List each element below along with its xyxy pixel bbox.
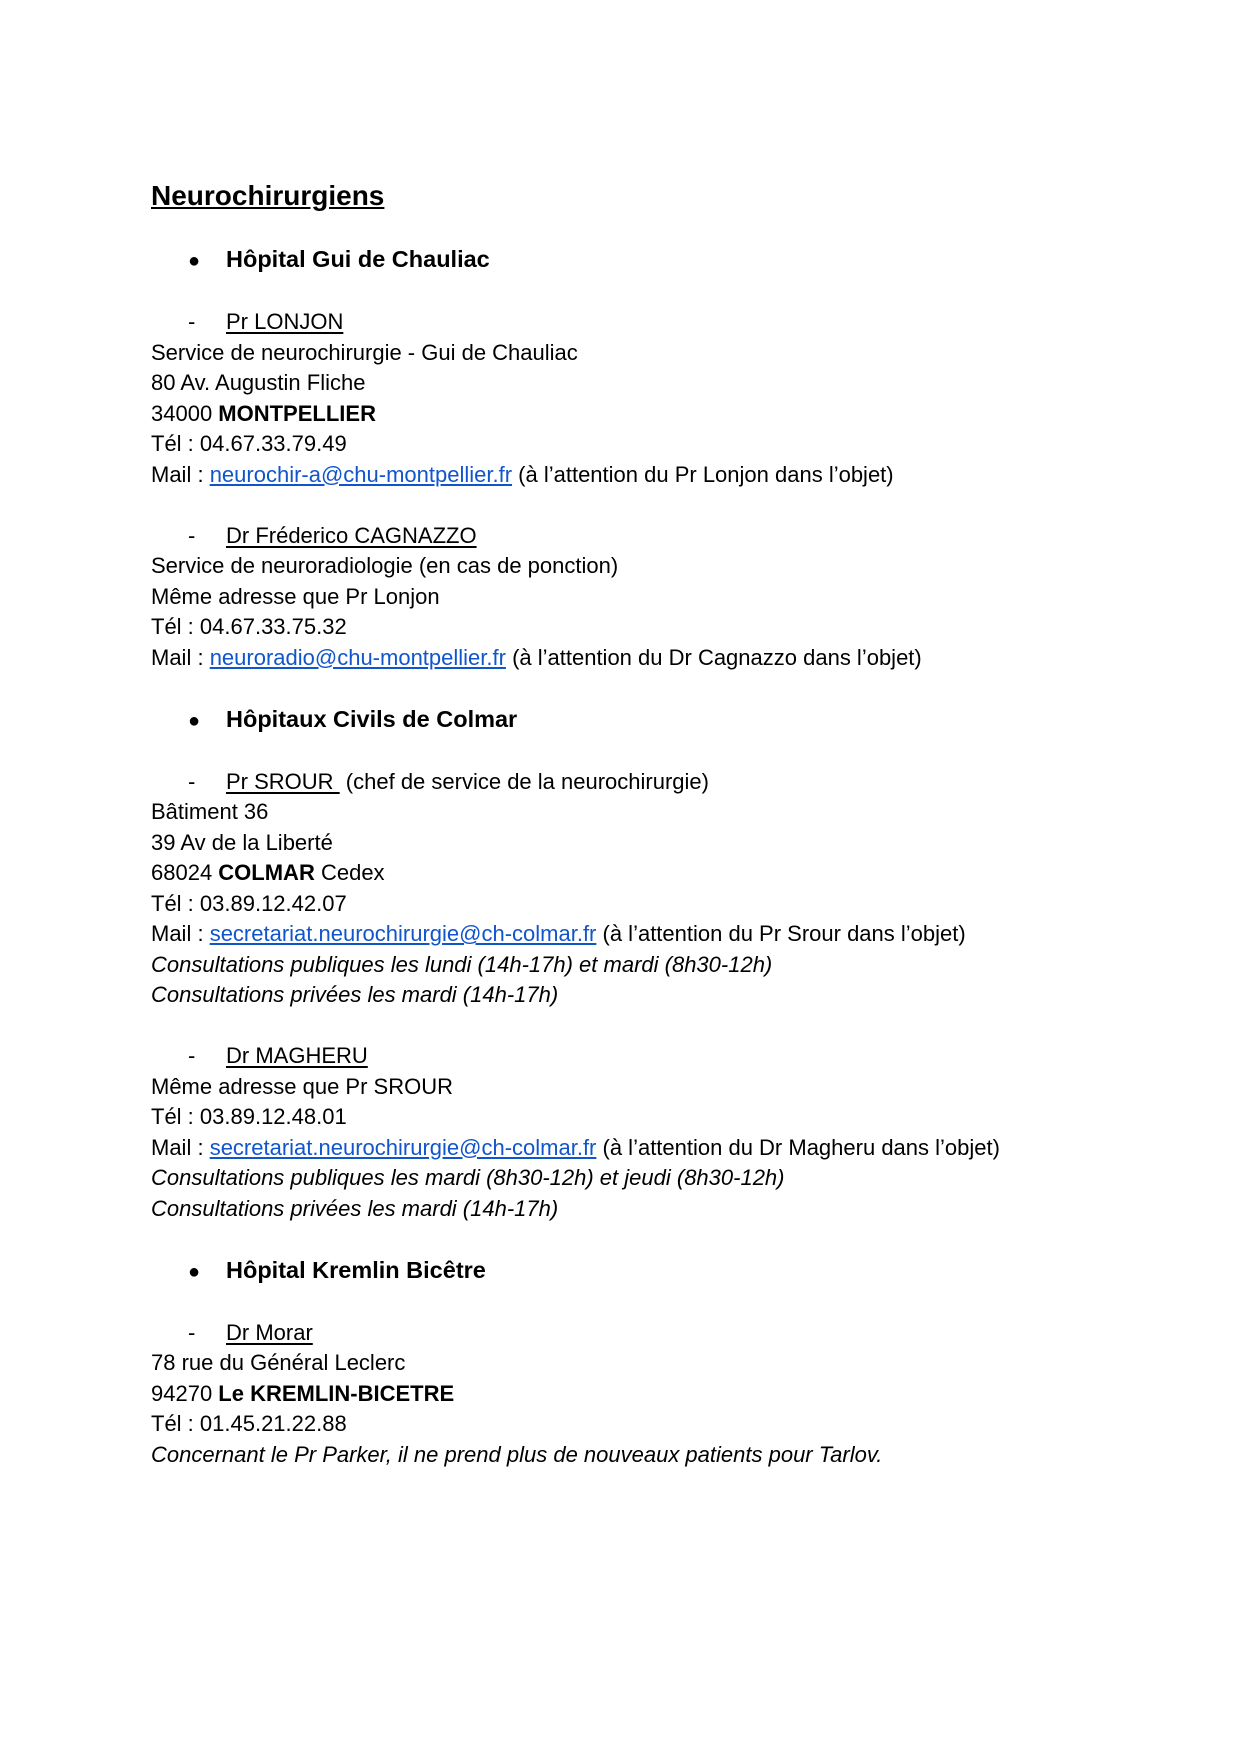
- hospital-name: Hôpital Gui de Chauliac: [226, 246, 490, 272]
- mail-label: Mail :: [151, 1134, 210, 1160]
- email-link[interactable]: secretariat.neurochirurgie@ch-colmar.fr: [209, 921, 597, 946]
- doctor-heading: [151, 521, 1191, 552]
- hospital-name: Hôpitaux Civils de Colmar: [226, 705, 518, 732]
- hospital-heading: [151, 1255, 1191, 1288]
- private-consultation-note: Consultations privées les mardi (14h-17h): [151, 1195, 559, 1221]
- mail-line: [151, 919, 1191, 950]
- email-link[interactable]: secretariat.neurochirurgie@ch-colmar.fr: [209, 1134, 597, 1160]
- dash-marker: -: [188, 768, 196, 794]
- doctor-name: Pr SROUR: [226, 768, 340, 794]
- mail-label: Mail :: [151, 644, 210, 670]
- city-line: [151, 1379, 1191, 1410]
- email-link[interactable]: neurochir-a@chu-montpellier.fr: [209, 461, 513, 487]
- hospital-heading: [151, 704, 1191, 737]
- hospital-name: Hôpital Kremlin Bicêtre: [226, 1256, 486, 1283]
- private-consultation-note: Consultations privées les mardi (14h-17h): [151, 982, 559, 1007]
- dash-marker: -: [188, 1319, 196, 1345]
- hospital-heading: [151, 244, 1191, 277]
- building-line: Bâtiment 36: [151, 799, 269, 824]
- city-suffix: Cedex: [314, 860, 385, 885]
- mail-note: (à l’attention du Pr Lonjon dans l’objet): [512, 461, 894, 487]
- hospital-section-colmar: [151, 704, 1191, 1255]
- hospital-section-kremlin-bicetre: [151, 1255, 1191, 1471]
- mail-note: (à l’attention du Pr Srour dans l’objet): [596, 921, 966, 946]
- mail-line: [151, 460, 1191, 491]
- hospital-section-gui-de-chauliac: [151, 244, 1191, 704]
- phone-line: Tél : 04.67.33.79.49: [151, 431, 347, 456]
- parker-note: Concernant le Pr Parker, il ne prend plus de nouveaux patients pour Tarlov.: [151, 1441, 883, 1467]
- public-consultation-note: Consultations publiques les lundi (14h-17h) et mardi (8h30-12h): [151, 951, 773, 977]
- doctor-heading: [151, 767, 1191, 798]
- doctor-role: (chef de service de la neurochirurgie): [339, 768, 709, 794]
- doctor-name: Dr Morar: [226, 1319, 313, 1345]
- dash-marker: -: [188, 1043, 196, 1068]
- mail-label: Mail :: [151, 461, 210, 487]
- doctor-heading: [151, 1041, 1191, 1072]
- phone-line: Tél : 04.67.33.75.32: [151, 614, 347, 639]
- street-line: 78 rue du Général Leclerc: [151, 1350, 406, 1375]
- postal-code: 68024: [151, 860, 219, 885]
- service-line: Service de neurochirurgie - Gui de Chauliac: [151, 339, 578, 365]
- mail-note: (à l’attention du Dr Magheru dans l’objet): [596, 1134, 1000, 1160]
- doctor-heading: [151, 1318, 1191, 1349]
- mail-label: Mail :: [151, 921, 210, 946]
- city-line: [151, 858, 1191, 889]
- doctor-name: Pr LONJON: [226, 309, 344, 334]
- city-line: [151, 399, 1191, 430]
- doctor-name: Dr Fréderico CAGNAZZO: [226, 522, 477, 548]
- doctor-name: Dr MAGHERU: [226, 1043, 368, 1068]
- email-link[interactable]: neuroradio@chu-montpellier.fr: [209, 644, 506, 670]
- phone-line: Tél : 03.89.12.48.01: [151, 1104, 347, 1129]
- bullet-icon: ●: [188, 709, 201, 732]
- page-title: Neurochirurgiens: [151, 180, 385, 211]
- dash-marker: -: [188, 309, 196, 334]
- postal-code: 34000: [151, 400, 219, 426]
- phone-line: Tél : 03.89.12.42.07: [151, 890, 347, 916]
- same-address-line: Même adresse que Pr SROUR: [151, 1073, 453, 1099]
- mail-line: [151, 1133, 1191, 1164]
- mail-line: [151, 643, 1191, 674]
- service-line: Service de neuroradiologie (en cas de ponction): [151, 553, 619, 578]
- postal-code: 94270: [151, 1380, 219, 1406]
- mail-note: (à l’attention du Dr Cagnazzo dans l’objet): [505, 644, 922, 670]
- street-line: 39 Av de la Liberté: [151, 829, 333, 855]
- public-consultation-note: Consultations publiques les mardi (8h30-12h) et jeudi (8h30-12h): [151, 1165, 785, 1190]
- city-name: Le KREMLIN-BICETRE: [218, 1380, 455, 1406]
- phone-line: Tél : 01.45.21.22.88: [151, 1411, 347, 1436]
- bullet-icon: ●: [188, 250, 201, 272]
- city-name: COLMAR: [218, 860, 315, 885]
- bullet-icon: ●: [188, 1260, 201, 1283]
- doctor-heading: [151, 307, 1191, 338]
- street-line: 80 Av. Augustin Fliche: [151, 370, 366, 395]
- document-body: [151, 178, 1191, 1470]
- city-name: MONTPELLIER: [218, 400, 376, 426]
- dash-marker: -: [188, 522, 196, 548]
- same-address-line: Même adresse que Pr Lonjon: [151, 583, 440, 609]
